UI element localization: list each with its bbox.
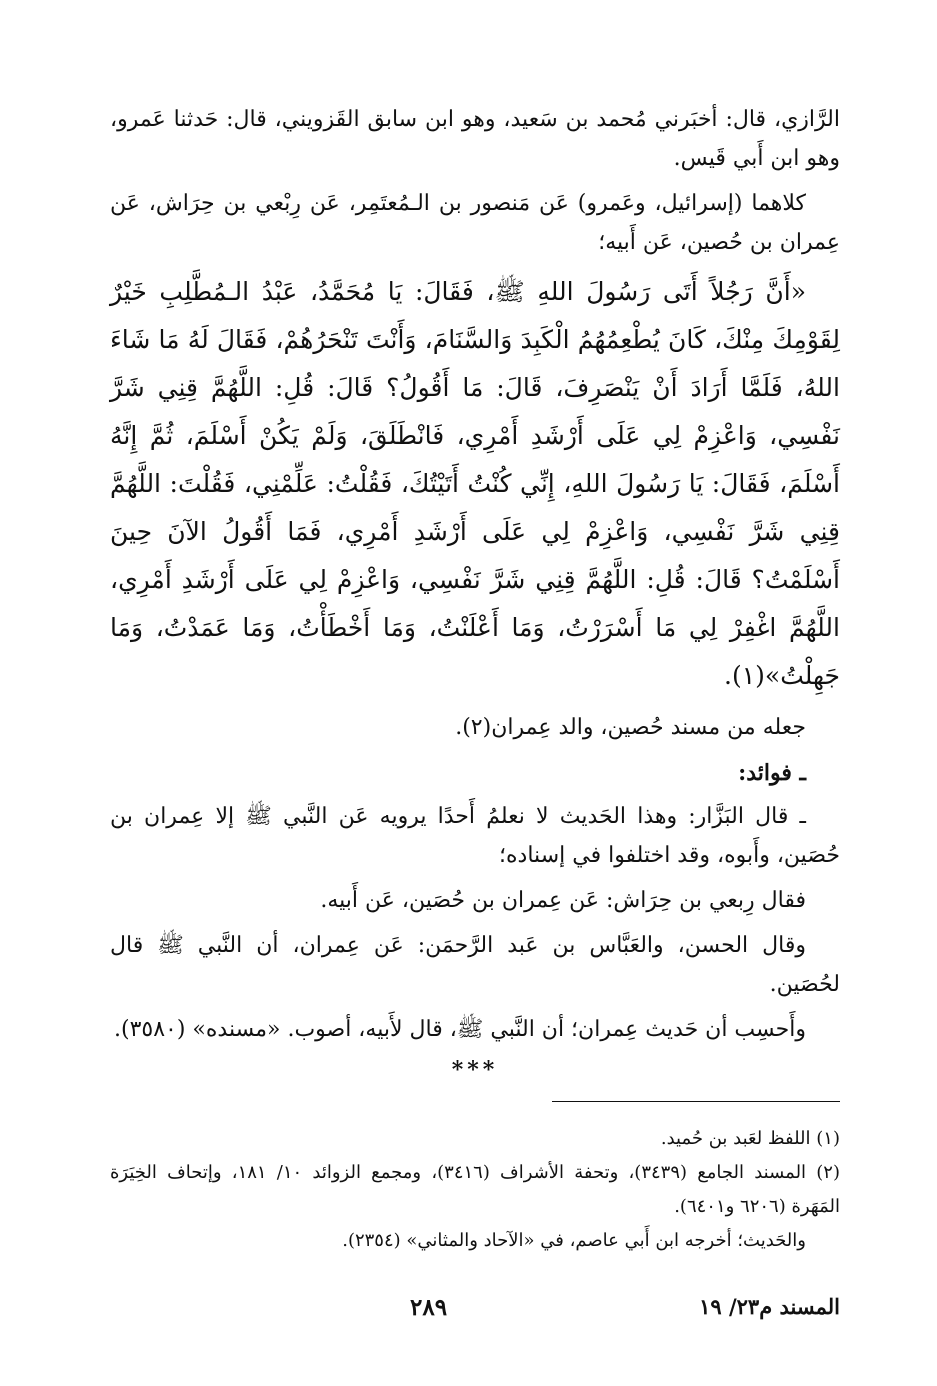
page-body bbox=[110, 100, 840, 1083]
isnad-paragraph-1: الرَّازي، قال: أخبَرني مُحمد بن سَعيد، وهو ابن سابق القَزويني، قال: حَدثنا عَمرو، وهو ابن أَبي قَيس. bbox=[110, 107, 840, 171]
page-number: ٢٨٩ bbox=[410, 1294, 448, 1321]
footnote-1: (١) اللفظ لعَبد بن حُميد. bbox=[660, 1128, 840, 1149]
ribi-narration-note: فقال رِبعي بن حِرَاش: عَن عِمران بن حُصَين، عَن أَبيه. bbox=[320, 888, 806, 913]
isnad-paragraph-2: كلاهما (إسرائيل، وعَمرو) عَن مَنصور بن الـمُعتَمِر، عَن رِبْعي بن حِرَاش، عَن عِمران بن حُصين، عَن أَبيه؛ bbox=[110, 191, 840, 255]
footnote-2-continuation: والحَديث؛ أخرجه ابن أَبي عاصم، في «الآحاد والمثاني» (٢٣٥٤). bbox=[342, 1230, 806, 1251]
bazzar-comment: ـ قال البَزَّار: وهذا الحَديث لا نعلمُ أَحدًا يرويه عَن النَّبي ﷺ إلا عِمران بن حُصَين، وأَبوه، وقد اختلفوا في إسناده؛ bbox=[110, 804, 840, 868]
printer-signature: المسند م٢٣/ ١٩ bbox=[699, 1294, 840, 1319]
closing-judgment: وأَحسِب أن حَديث عِمران؛ أن النَّبي ﷺ، قال لأَبيه، أصوب. «مسنده» (٣٥٨٠). bbox=[114, 1017, 806, 1042]
fawaid-heading: ـ فوائد: bbox=[738, 760, 806, 786]
attribution-note: جعله من مسند حُصين، والد عِمران(٢). bbox=[455, 715, 806, 740]
hasan-narration-note: وقال الحسن، والعَبَّاس بن عَبد الرَّحمَن: عَن عِمران، أن النَّبي ﷺ قال لحُصَين. bbox=[110, 933, 840, 997]
page-footer bbox=[110, 1288, 840, 1328]
footnote-divider bbox=[552, 1101, 840, 1102]
footnote-2: (٢) المسند الجامع (٣٤٣٩)، وتحفة الأشراف (٣٤١٦)، ومجمع الزوائد ١٠/ ١٨١، وإتحاف الخِيَرَة المَهَرة (٦٢٠٦ و٦٤٠١). bbox=[110, 1162, 840, 1217]
hadith-text: «أَنَّ رَجُلاً أَتَى رَسُولَ اللهِ ﷺ، فَقَالَ: يَا مُحَمَّدُ، عَبْدُ الـمُطَّلِبِ خَيْرٌ لِقَوْمِكَ مِنْكَ، كَانَ يُطْعِمُهُمُ الْكَبِدَ وَالسَّنَامَ، وَأَنْتَ تَنْحَرُهُمْ، فَقَالَ لَهُ مَا شَاءَ اللهُ، فَلَمَّا أَرَادَ أَنْ يَنْصَرِفَ، قَالَ: مَا أَقُولُ؟ قَالَ: قُلِ: اللَّهُمَّ قِنِي شَرَّ نَفْسِي، وَاعْزِمْ لِي عَلَى أَرْشَدِ أَمْرِي، فَانْطَلَقَ، وَلَمْ يَكُنْ أَسْلَمَ، ثُمَّ إِنَّهُ أَسْلَمَ، فَقَالَ: يَا رَسُولَ اللهِ، إِنِّي كُنْتُ أَتَيْتُكَ، فَقُلْتُ: عَلِّمْنِي، فَقُلْتَ: اللَّهُمَّ قِنِي شَرَّ نَفْسِي، وَاعْزِمْ لِي عَلَى أَرْشَدِ أَمْرِي، فَمَا أَقُولُ الآنَ حِينَ أَسْلَمْتُ؟ قَالَ: قُلِ: اللَّهُمَّ قِنِي شَرَّ نَفْسِي، وَاعْزِمْ لِي عَلَى أَرْشَدِ أَمْرِي، اللَّهُمَّ اغْفِرْ لِي مَا أَسْرَرْتُ، وَمَا أَعْلَنْتُ، وَمَا أَخْطَأْتُ، وَمَا عَمَدْتُ، وَمَا جَهِلْتُ»(١). bbox=[110, 277, 840, 690]
section-separator: *** bbox=[451, 1057, 499, 1083]
footnotes bbox=[110, 1122, 840, 1258]
